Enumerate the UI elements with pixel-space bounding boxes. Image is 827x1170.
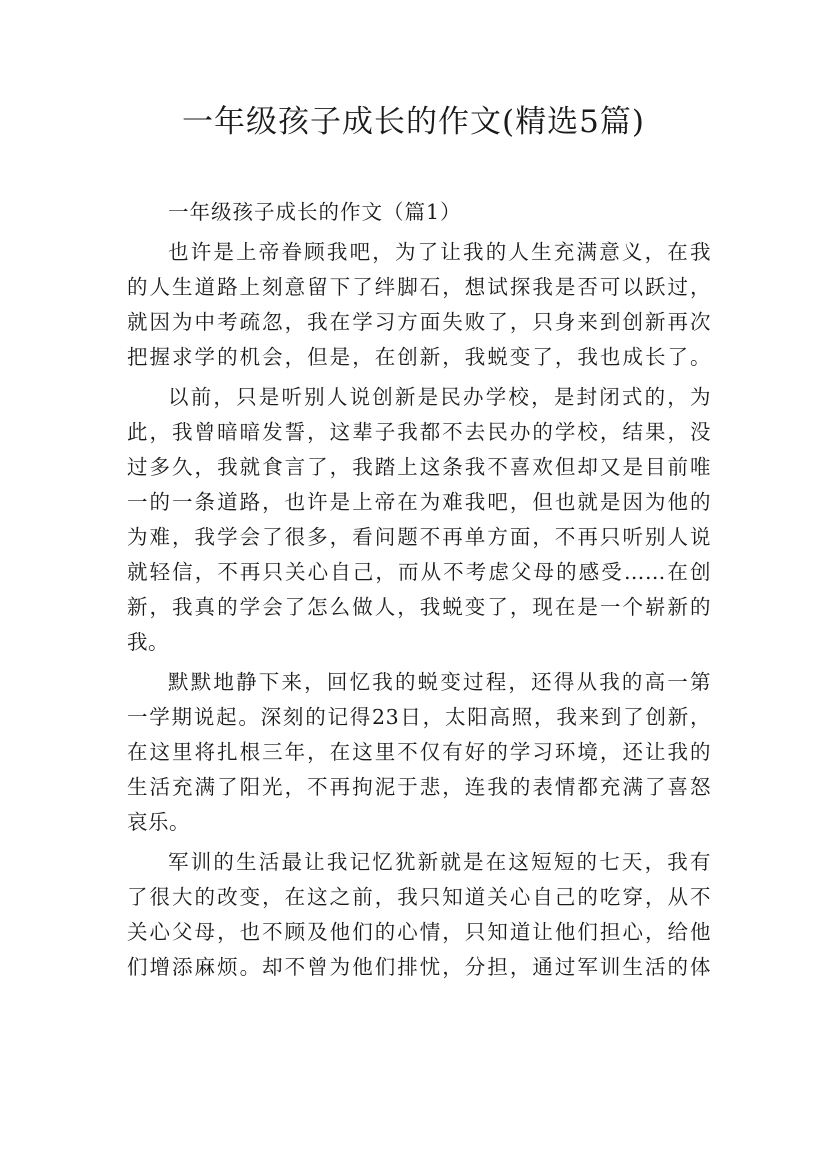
paragraph-line: 过多久，我就食言了，我踏上这条我不喜欢但却又是目前唯: [127, 455, 711, 479]
paragraph-line: 在这里将扎根三年，在这里不仅有好的学习环境，还让我的: [127, 740, 711, 764]
document-title: 一年级孩子成长的作文(精选5篇): [182, 104, 645, 140]
document-body: [127, 195, 711, 985]
paragraph-line: 新，我真的学会了怎么做人，我蜕变了，现在是一个崭新的: [127, 595, 711, 619]
section-heading: 一年级孩子成长的作文（篇1）: [168, 200, 462, 224]
paragraph-line: 就轻信，不再只关心自己，而从不考虑父母的感受……在创: [127, 560, 711, 584]
paragraph-line: 哀乐。: [127, 810, 190, 834]
paragraph-line: 也许是上帝眷顾我吧，为了让我的人生充满意义，在我: [168, 240, 711, 264]
paragraph-line: 一学期说起。深刻的记得23日，太阳高照，我来到了创新，: [127, 705, 711, 729]
paragraph-line: 默默地静下来，回忆我的蜕变过程，还得从我的高一第: [168, 670, 711, 694]
paragraph-line: 我。: [127, 630, 169, 654]
paragraph-3: [127, 665, 711, 840]
paragraph-line: 们增添麻烦。却不曾为他们排忧，分担，通过军训生活的体: [127, 955, 711, 979]
paragraph-4: [127, 845, 711, 985]
paragraph-line: 此，我曾暗暗发誓，这辈子我都不去民办的学校，结果，没: [127, 420, 711, 444]
paragraph-line: 一的一条道路，也许是上帝在为难我吧，但也就是因为他的: [127, 490, 711, 514]
paragraph-line: 把握求学的机会，但是，在创新，我蜕变了，我也成长了。: [127, 345, 711, 369]
paragraph-line: 为难，我学会了很多，看问题不再单方面，不再只听别人说: [127, 525, 711, 549]
paragraph-1: [127, 235, 711, 375]
paragraph-2: [127, 380, 711, 660]
paragraph-line: 的人生道路上刻意留下了绊脚石，想试探我是否可以跃过，: [127, 275, 711, 299]
paragraph-line: 军训的生活最让我记忆犹新就是在这短短的七天，我有: [168, 850, 711, 874]
paragraph-line: 关心父母，也不顾及他们的心情，只知道让他们担心，给他: [127, 920, 711, 944]
paragraph-line: 生活充满了阳光，不再拘泥于悲，连我的表情都充满了喜怒: [127, 775, 711, 799]
paragraph-line: 以前，只是听别人说创新是民办学校，是封闭式的，为: [168, 385, 711, 409]
paragraph-line: 了很大的改变，在这之前，我只知道关心自己的吃穿，从不: [127, 885, 711, 909]
paragraph-line: 就因为中考疏忽，我在学习方面失败了，只身来到创新再次: [127, 310, 711, 334]
